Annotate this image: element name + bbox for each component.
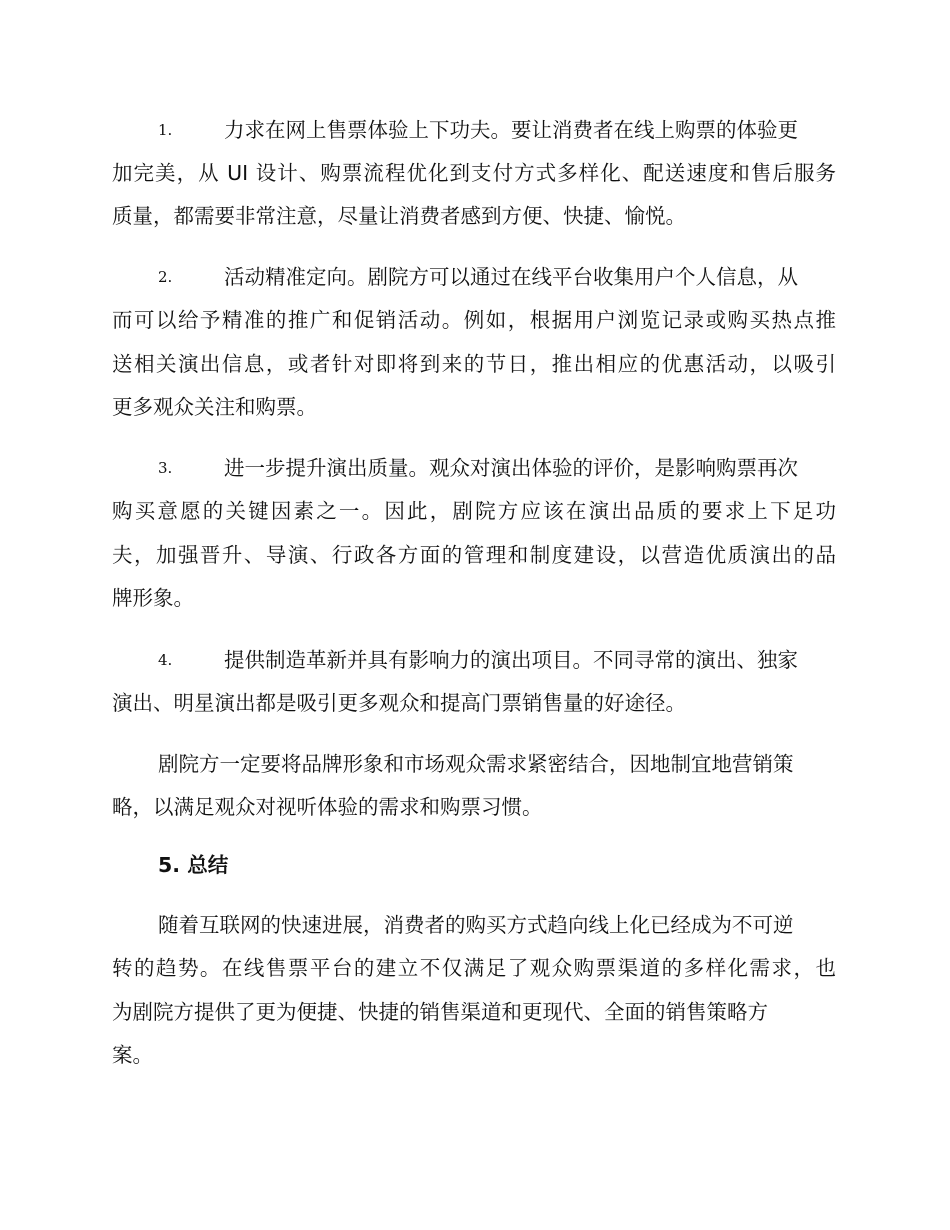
paragraph-line: 牌形象。 <box>112 586 194 610</box>
paragraph-line: 转的趋势。在线售票平台的建立不仅满足了观众购票渠道的多样化需求，也 <box>112 956 836 980</box>
paragraph-line: 演出、明星演出都是吸引更多观众和提高门票销售量的好途径。 <box>112 691 686 715</box>
paragraph-line: 购买意愿的关键因素之一。因此，剧院方应该在演出品质的要求上下足功 <box>112 499 836 523</box>
paragraph-line: 而可以给予精准的推广和促销活动。例如，根据用户浏览记录或购买热点推 <box>112 308 836 332</box>
paragraph-line: 质量，都需要非常注意，尽量让消费者感到方便、快捷、愉悦。 <box>112 204 686 228</box>
list-number: 1. <box>158 121 173 139</box>
paragraph-line: 更多观众关注和购票。 <box>112 395 317 419</box>
section-heading: 5. 总结 <box>158 853 229 877</box>
paragraph-line: 随着互联网的快速进展，消费者的购买方式趋向线上化已经成为不可逆 <box>158 913 794 937</box>
paragraph-line: 略，以满足观众对视听体验的需求和购票习惯。 <box>112 795 543 819</box>
paragraph-line: 夫，加强晋升、导演、行政各方面的管理和制度建设，以营造优质演出的品 <box>112 543 836 567</box>
paragraph-line: 力求在网上售票体验上下功夫。要让消费者在线上购票的体验更 <box>224 118 798 142</box>
paragraph-line: 进一步提升演出质量。观众对演出体验的评价，是影响购票再次 <box>224 456 798 480</box>
paragraph-line: 加完美，从 UI 设计、购票流程优化到支付方式多样化、配送速度和售后服务 <box>112 161 836 185</box>
paragraph-line: 送相关演出信息，或者针对即将到来的节日，推出相应的优惠活动，以吸引 <box>112 352 836 376</box>
paragraph-line: 提供制造革新并具有影响力的演出项目。不同寻常的演出、独家 <box>224 648 798 672</box>
paragraph-line: 剧院方一定要将品牌形象和市场观众需求紧密结合，因地制宜地营销策 <box>158 752 794 776</box>
paragraph-line: 案。 <box>112 1043 153 1067</box>
list-number: 3. <box>158 459 173 477</box>
paragraph-line: 为剧院方提供了更为便捷、快捷的销售渠道和更现代、全面的销售策略方 <box>112 1000 768 1024</box>
list-number: 2. <box>158 268 173 286</box>
paragraph-line: 活动精准定向。剧院方可以通过在线平台收集用户个人信息，从 <box>224 265 798 289</box>
list-number: 4. <box>158 651 173 669</box>
